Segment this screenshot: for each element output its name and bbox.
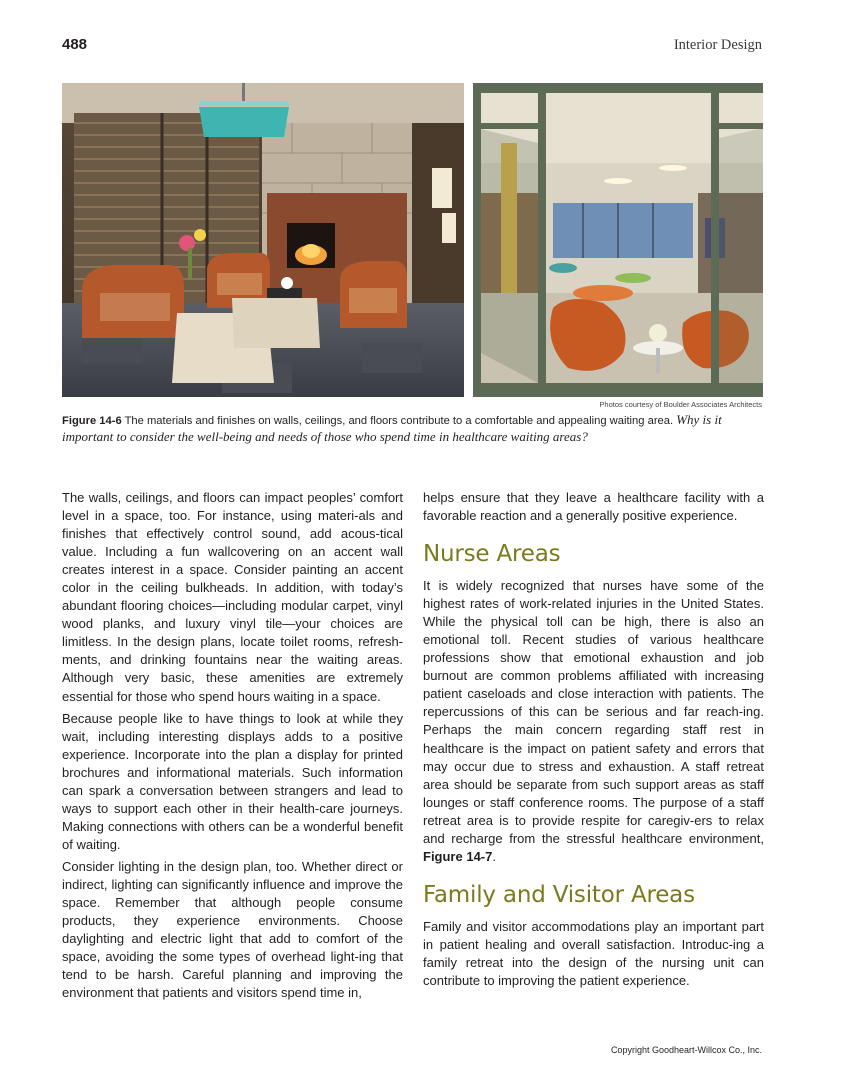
right-column [423, 489, 764, 994]
paragraph [423, 577, 764, 866]
paragraph-text: It is widely recognized that nurses have some of the highest rates of work-related injuries in the United States. While the physical toll can be high, there is also an emotional toll. Recent studies of various healthcare professions show that emotional exhaustion and job burnout are common problems affiliated with increasing patient caseloads and close interaction with patients. The repercussions of this can be serious and far reach-ing. Perhaps the main concern regarding staff rest in healthcare is the impact on patient safety and errors that may occur due to stress and exhaustion. A staff retreat area should be separate from such support areas as staff lounges or staff conference rooms. The purpose of a staff retreat area is to provide respite for caregiv-ers to relax and recharge from the stressful healthcare environment, [423, 578, 764, 846]
paragraph: helps ensure that they leave a healthcare facility with a favorable reaction and a generally positive experience. [423, 490, 764, 524]
paragraph-end: . [492, 848, 496, 864]
copyright-footer: Copyright Goodheart-Willcox Co., Inc. [610, 1045, 762, 1055]
page-number: 488 [62, 36, 88, 53]
caption-question: Why is it important to consider the well-being and needs of those who spend time in healthcare waiting areas? [62, 412, 722, 444]
paragraph: Consider lighting in the design plan, too. Whether direct or indirect, lighting can significantly influence and improve the space. Remember that although people consume products, they experience environments. Choose daylighting and electric light that add to comfort of the space, avoiding the some types of overhead light-ing that tend to be harsh. Careful planning and improving the environment that patients and visitors spend time in, [62, 858, 403, 1001]
caption-text: The materials and finishes on walls, ceilings, and floors contribute to a comfortable and appealing waiting area. [121, 415, 677, 427]
left-column [62, 489, 403, 1006]
running-head: Interior Design [673, 37, 762, 53]
section-heading-nurse-areas: Nurse Areas [423, 541, 561, 568]
waiting-area-through-window-photo [473, 83, 763, 397]
paragraph: The walls, ceilings, and floors can impact peoples’ comfort level in a space, too. For instance, using materi-als and finishes that effectively control sound, add acous-tical value. Including a fun wallcovering on an accent wall creates interest in a space. Consider painting an accent color in the ceiling bulkheads. In addition, with today’s abundant flooring choices—including modular carpet, vinyl wood planks, and luxury vinyl tile—your choices are limitless. In the design plans, locate toilet rooms, refresh-ments, and drinking fountains near the waiting areas. Although very basic, these amenities are extremely essential for those who spend hours waiting in a space. [62, 490, 403, 704]
paragraph: Family and visitor accommodations play an important part in patient healing and overall satisfaction. Introduc-ing a family retreat into the design of the nursing unit can contribute to improving the patient experience. [423, 918, 764, 988]
section-heading-family-visitor-areas: Family and Visitor Areas [423, 881, 695, 908]
photo-credit: Photos courtesy of Boulder Associates Architects [599, 400, 762, 409]
figure-reference: Figure 14-7 [423, 848, 493, 864]
figure-caption [62, 412, 767, 446]
figure-label: Figure 14-6 [62, 415, 122, 427]
waiting-room-photo [62, 83, 464, 397]
paragraph: Because people like to have things to look at while they wait, including interesting displays adds to a positive experience. Incorporate into the plan a display for printed brochures and informational materials. Such information can spark a conversation between strangers and lead to ways to support each other in their health-care journeys. Making connections with others can be a wonderful benefit of waiting. [62, 710, 403, 852]
